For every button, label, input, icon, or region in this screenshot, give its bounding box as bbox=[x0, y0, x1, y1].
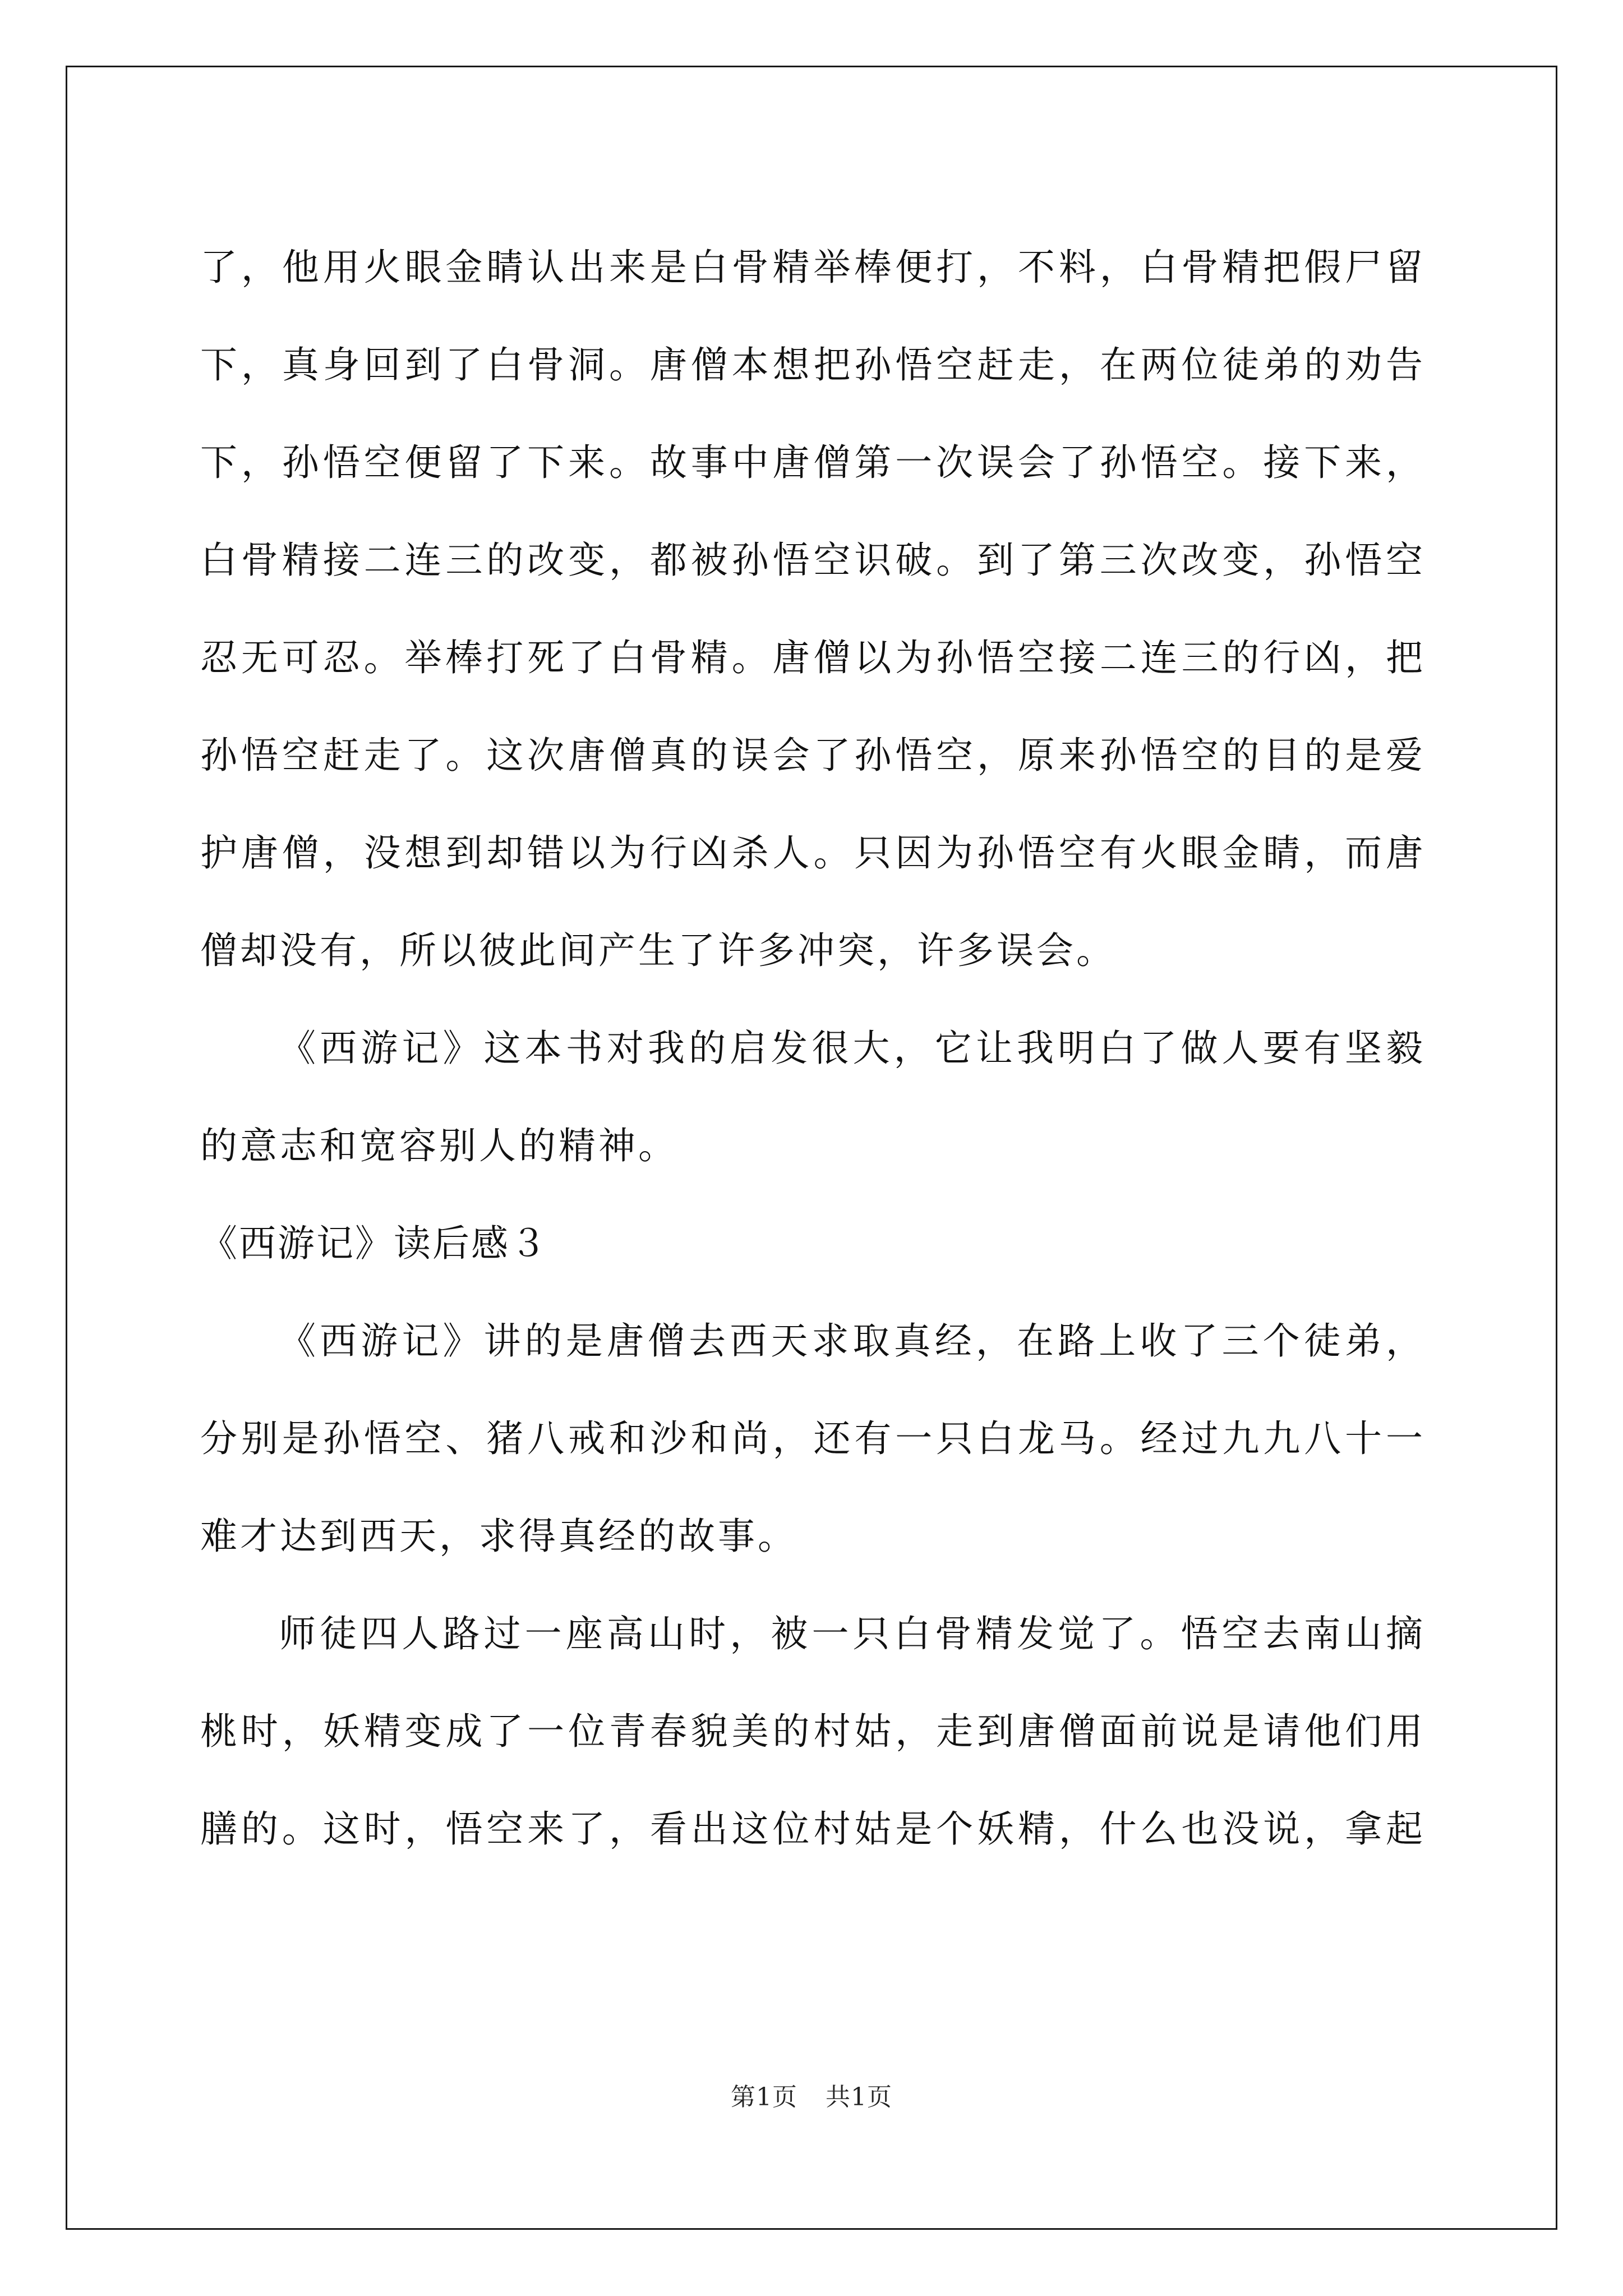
document-body bbox=[200, 219, 1426, 1878]
paragraph-line: 难才达到西天，求得真经的故事。 bbox=[200, 1515, 797, 1558]
paragraph-line: 师徒四人路过一座高山时，被一只白骨精发觉了。悟空去南山摘 bbox=[279, 1612, 1426, 1655]
paragraph-line: 僧却没有，所以彼此间产生了许多冲突，许多误会。 bbox=[200, 929, 1116, 972]
paragraph-line: 下，真身回到了白骨洞。唐僧本想把孙悟空赶走，在两位徒弟的劝告 bbox=[200, 343, 1426, 386]
paragraph-line: 桃时，妖精变成了一位青春貌美的村姑，走到唐僧面前说是请他们用 bbox=[200, 1710, 1426, 1753]
paragraph-line: 护唐僧，没想到却错以为行凶杀人。只因为孙悟空有火眼金睛，而唐 bbox=[200, 831, 1426, 875]
paragraph-line: 《西游记》这本书对我的启发很大，它让我明白了做人要有坚毅 bbox=[279, 1027, 1426, 1070]
page-number: 第1页 bbox=[731, 2083, 797, 2111]
page-total: 共1页 bbox=[826, 2083, 892, 2111]
paragraph-line: 忍无可忍。举棒打死了白骨精。唐僧以为孙悟空接二连三的行凶，把 bbox=[200, 636, 1426, 679]
paragraph-line: 下，孙悟空便留了下来。故事中唐僧第一次误会了孙悟空。接下来， bbox=[200, 441, 1426, 484]
paragraph-line: 《西游记》讲的是唐僧去西天求取真经，在路上收了三个徒弟， bbox=[279, 1319, 1426, 1363]
paragraph-line: 孙悟空赶走了。这次唐僧真的误会了孙悟空，原来孙悟空的目的是爱 bbox=[200, 734, 1426, 777]
paragraph-line: 膳的。这时，悟空来了，看出这位村姑是个妖精，什么也没说，拿起 bbox=[200, 1807, 1426, 1851]
paragraph-line: 的意志和宽容别人的精神。 bbox=[200, 1124, 678, 1167]
paragraph-line: 白骨精接二连三的改变，都被孙悟空识破。到了第三次改变，孙悟空 bbox=[200, 539, 1426, 582]
page-footer bbox=[0, 2077, 1623, 2113]
paragraph-line: 分别是孙悟空、猪八戒和沙和尚，还有一只白龙马。经过九九八十一 bbox=[200, 1417, 1426, 1460]
section-heading: 《西游记》读后感３ bbox=[200, 1222, 548, 1265]
paragraph-line: 了，他用火眼金睛认出来是白骨精举棒便打，不料，白骨精把假尸留 bbox=[200, 246, 1426, 289]
